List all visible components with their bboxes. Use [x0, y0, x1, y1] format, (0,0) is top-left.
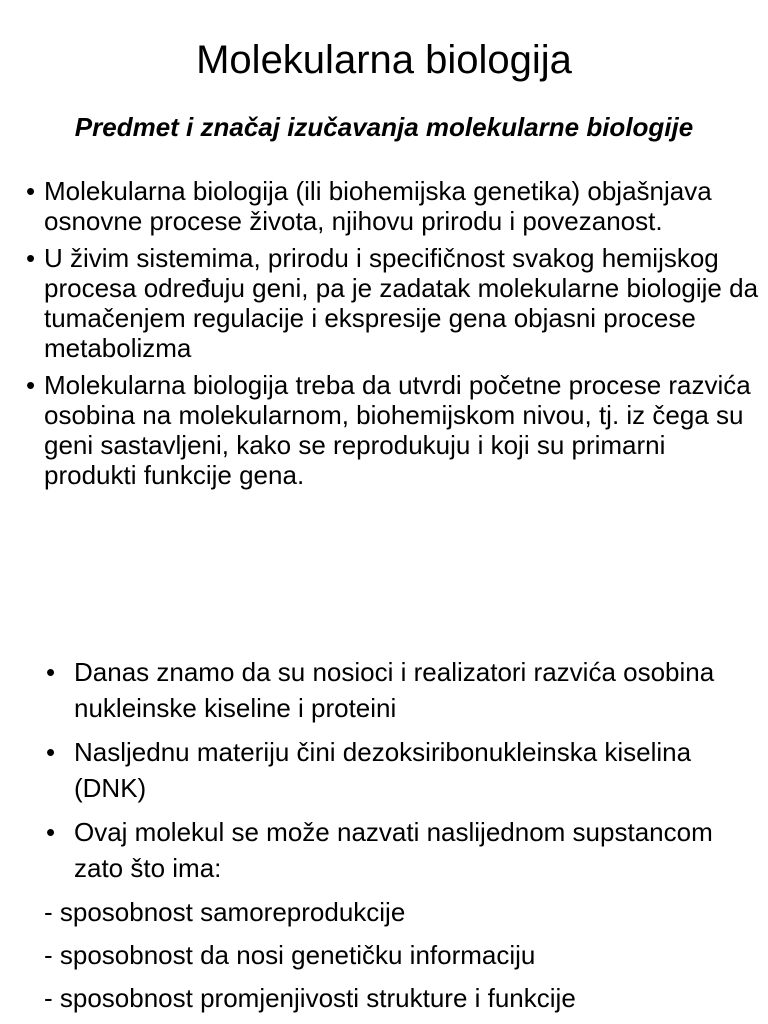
bullet-item	[40, 734, 740, 806]
dash-item: - sposobnost samoreprodukcije	[44, 897, 406, 927]
intro-bullet-list	[20, 176, 760, 497]
bullet-text: Nasljednu materiju čini dezoksiribonukleinska kiselina (DNK)	[74, 737, 692, 803]
bullet-item	[20, 370, 760, 490]
bullet-item	[40, 814, 740, 886]
nucleic-acid-bullet-list	[40, 654, 740, 894]
bullet-text: Danas znamo da su nosioci i realizatori razvića osobina nukleinske kiseline i proteini	[74, 657, 715, 723]
properties-dash-list	[44, 894, 744, 1023]
bullet-icon: •	[26, 176, 36, 206]
bullet-icon: •	[26, 370, 36, 400]
bullet-icon: •	[46, 737, 56, 767]
bullet-text: Molekularna biologija (ili biohemijska genetika) objašnjava osnovne procese života, njihovu prirodu i povezanost.	[44, 176, 712, 236]
bullet-item	[20, 176, 760, 236]
subtitle: Predmet i značaj izučavanja molekularne biologije	[74, 112, 694, 142]
bullet-text: Molekularna biologija treba da utvrdi početne procese razvića osobina na molekularnom, biohemijskom nivou, tj. iz čega su geni sastavljeni, kako se reprodukuju i koji su primarni produkti funkcije gena.	[44, 370, 751, 490]
bullet-item	[20, 243, 760, 363]
dash-item: - sposobnost promjenjivosti strukture i funkcije	[44, 983, 576, 1013]
dash-item: - sposobnost da nosi genetičku informaciju	[44, 940, 536, 970]
bullet-item	[40, 654, 740, 726]
bullet-text: Ovaj molekul se može nazvati naslijednom supstancom zato što ima:	[74, 817, 713, 883]
bullet-text: U živim sistemima, prirodu i specifičnost svakog hemijskog procesa određuju geni, pa je zadatak molekularne biologije da tumačenjem regulacije i ekspresije gena objasni procese metabolizma	[44, 243, 759, 363]
bullet-icon: •	[46, 657, 56, 687]
bullet-icon: •	[26, 243, 36, 273]
page-title: Molekularna biologija	[196, 38, 572, 82]
bullet-icon: •	[46, 817, 56, 847]
